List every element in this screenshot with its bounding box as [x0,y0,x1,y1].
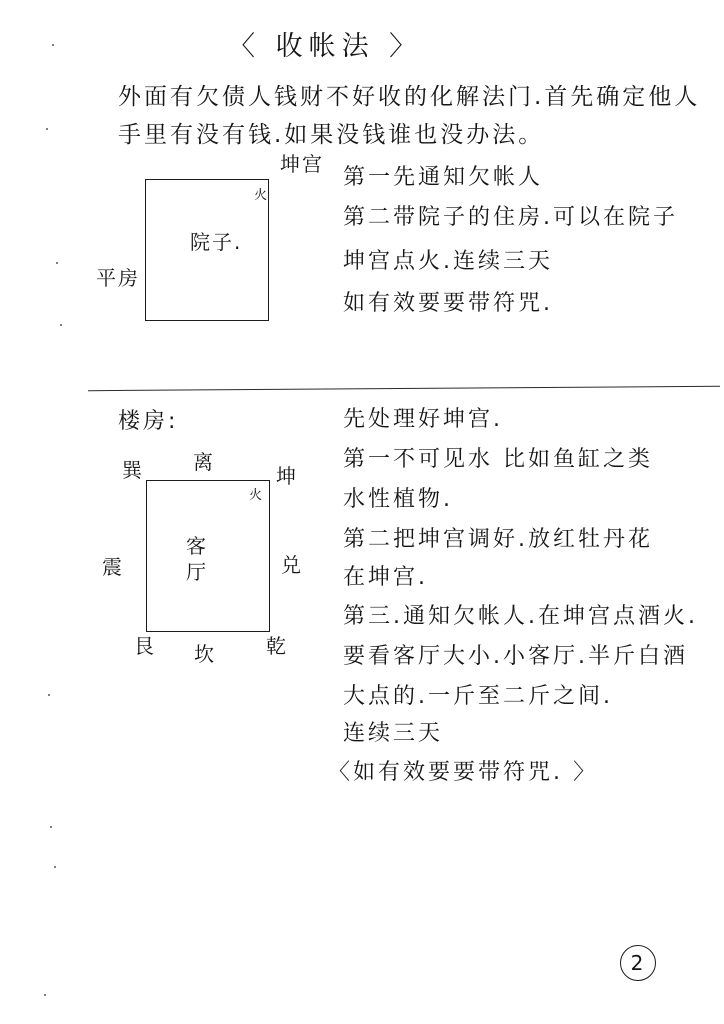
section1-step-2: 第二带院子的住房.可以在院子 [343,205,678,230]
scan-speck [54,866,56,868]
diagram1-kun-corner-label: 坤宫 [280,152,324,176]
section2-step-4: 第二把坤宫调好.放红牡丹花 [343,527,653,552]
diagram2-zhen-label: 震 [102,555,124,579]
section2-step-10: 〈如有效要要带符咒. 〉 [328,760,598,785]
diagram2-living-room-label-1: 客 [186,534,208,558]
section2-step-6: 第三.通知欠帐人.在坤宫点酒火. [343,604,698,629]
section2-step-8: 大点的.一斤至二斤之间. [343,684,613,709]
diagram2-kan-label: 坎 [194,642,216,666]
section2-step-2: 第一不可见水 比如鱼缸之类 [343,447,653,472]
scan-speck [44,994,46,996]
page-number: 2 [620,945,656,981]
intro-line-2: 手里有没有钱.如果没钱谁也没办法。 [118,122,545,148]
diagram1-courtyard-label: 院子. [190,230,243,254]
diagram2-living-room-label-2: 厅 [186,560,208,584]
section2-step-9: 连续三天 [343,721,444,746]
section2-step-1: 先处理好坤宫. [343,407,503,432]
section1-step-1: 第一先通知欠帐人 [343,165,544,190]
section2-step-5: 在坤宫. [343,565,428,590]
diagram1-fire-mark: 火 [254,188,270,203]
intro-line-1: 外面有欠债人钱财不好收的化解法门.首先确定他人 [118,84,701,110]
section1-step-3: 坤宫点火.连续三天 [343,249,553,274]
section2-step-3: 水性植物. [343,487,453,512]
diagram2-xun-label: 巽 [122,458,144,482]
scan-speck [52,44,54,46]
diagram2-kun-label: 坤 [276,464,298,488]
section2-heading: 楼房: [118,409,179,434]
diagram2-li-label: 离 [193,450,215,474]
diagram1-side-label: 平房 [96,266,140,290]
diagram2-qian-label: 乾 [266,634,288,658]
scan-speck [48,694,50,696]
diagram2-gen-label: 艮 [134,634,156,658]
section1-step-4: 如有效要要带符咒. [343,291,553,316]
section2-step-7: 要看客厅大小.小客厅.半斤白酒 [343,644,688,669]
scan-speck [60,324,62,326]
page-title: 〈 收帐法 〉 [228,31,423,62]
section-divider [88,386,720,391]
scan-speck [56,262,58,264]
scan-speck [46,128,48,130]
diagram2-dui-label: 兑 [281,553,303,577]
diagram2-fire-mark: 火 [249,488,265,503]
scan-speck [50,826,52,828]
